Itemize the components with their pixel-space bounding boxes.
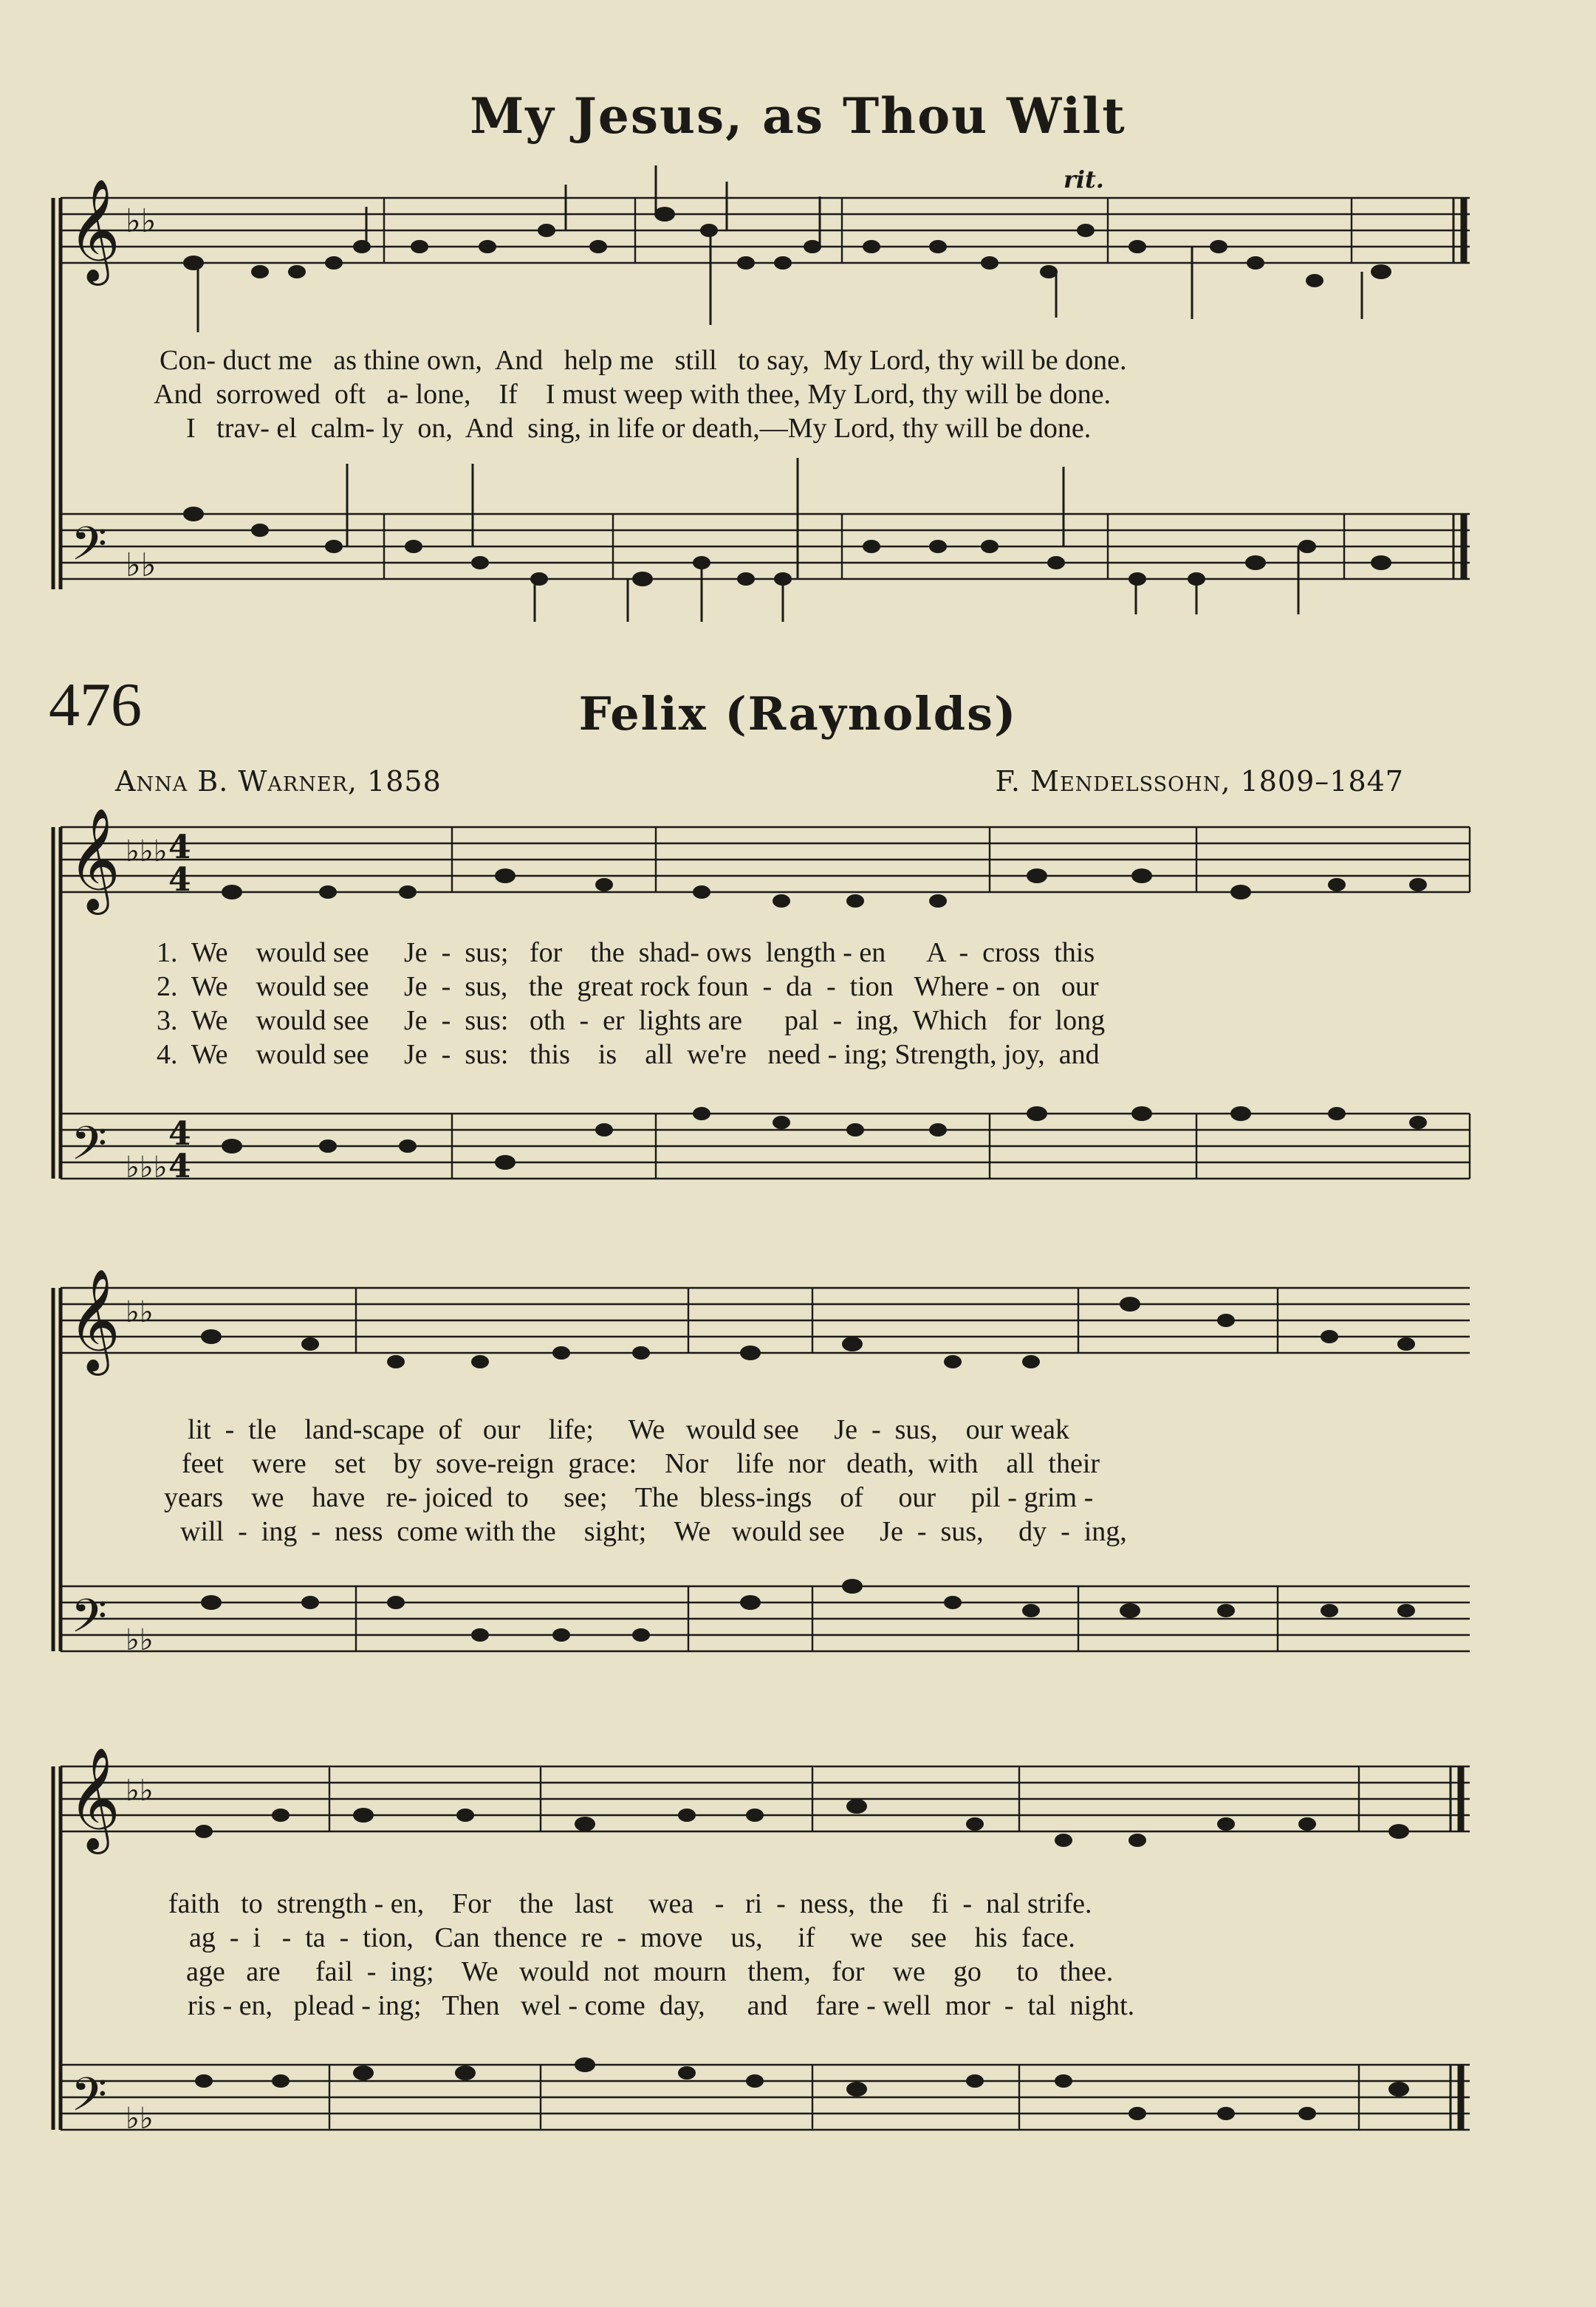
svg-text:♭♭♭: ♭♭♭ (126, 1151, 168, 1185)
tempo-marking: rit. (1064, 165, 1104, 193)
system-2-verse-2: feet were set by sove-reign grace: Nor life nor death, with all their (182, 1448, 1100, 1479)
svg-text:𝄢: 𝄢 (71, 516, 107, 582)
system-2-verse-3: years we have re- joiced to see; The bless-ings of our pil - grim - (164, 1482, 1094, 1513)
hymn-number: 476 (49, 671, 142, 739)
svg-text:♭♭: ♭♭ (126, 1774, 154, 1808)
system-1-verse-3: 3. We would see Je - sus: oth - er lights are pal - ing, Which for long (157, 1005, 1106, 1036)
svg-text:𝄞: 𝄞 (68, 179, 120, 281)
composer-credit: F. Mendelssohn, 1809–1847 (995, 765, 1404, 798)
top-verse-1: Con- duct me as thine own, And help me still to say, My Lord, thy will be done. (160, 345, 1127, 376)
svg-text:𝄢: 𝄢 (71, 2067, 107, 2133)
system-3-verse-3: age are fail - ing; We would not mourn them, for we go to thee. (186, 1956, 1114, 1987)
svg-text:4: 4 (168, 1148, 191, 1185)
svg-text:𝄢: 𝄢 (71, 1588, 107, 1654)
hymn-title-top: My Jesus, as Thou Wilt (470, 87, 1126, 145)
svg-text:♭♭: ♭♭ (126, 546, 157, 584)
system-1-verse-1: 1. We would see Je - sus; for the shad- ows length - en A - cross this (157, 937, 1095, 968)
svg-text:♭♭: ♭♭ (126, 1295, 154, 1329)
svg-text:𝄢: 𝄢 (71, 1116, 107, 1182)
system-1-verse-2: 2. We would see Je - sus, the great rock foun - da - tion Where - on our (157, 971, 1099, 1002)
system-2-verse-4: will - ing - ness come with the sight; We would see Je - sus, dy - ing, (180, 1516, 1127, 1547)
system-3-verse-4: ris - en, plead - ing; Then wel - come day, and fare - well mor - tal night. (188, 1990, 1135, 2021)
system-1-verse-4: 4. We would see Je - sus: this is all we're need - ing; Strength, joy, and (157, 1039, 1100, 1070)
top-verse-3: I trav- el calm- ly on, And sing, in life or death,—My Lord, thy will be done. (186, 413, 1092, 444)
svg-text:𝄞: 𝄞 (68, 1269, 120, 1371)
svg-text:4: 4 (168, 829, 191, 866)
svg-text:♭♭: ♭♭ (126, 202, 157, 240)
svg-text:♭♭♭: ♭♭♭ (126, 834, 168, 868)
top-verse-2: And sorrowed oft a- lone, If I must weep with thee, My Lord, thy will be done. (154, 379, 1111, 410)
hymn-title: Felix (Raynolds) (578, 687, 1018, 741)
svg-text:4: 4 (168, 861, 191, 899)
system-3-verse-2: ag - i - ta - tion, Can thence re - move us, if we see his face. (189, 1922, 1075, 1953)
author-credit: Anna B. Warner, 1858 (115, 765, 442, 798)
system-2-verse-1: lit - tle land-scape of our life; We would see Je - sus, our weak (188, 1414, 1070, 1445)
svg-text:4: 4 (168, 1115, 191, 1153)
svg-text:𝄞: 𝄞 (68, 1747, 120, 1850)
svg-text:♭♭: ♭♭ (126, 2102, 154, 2136)
svg-text:𝄞: 𝄞 (68, 808, 120, 911)
svg-text:♭♭: ♭♭ (126, 1623, 154, 1657)
system-3-verse-1: faith to strength - en, For the last wea - ri - ness, the fi - nal strife. (168, 1888, 1092, 1919)
